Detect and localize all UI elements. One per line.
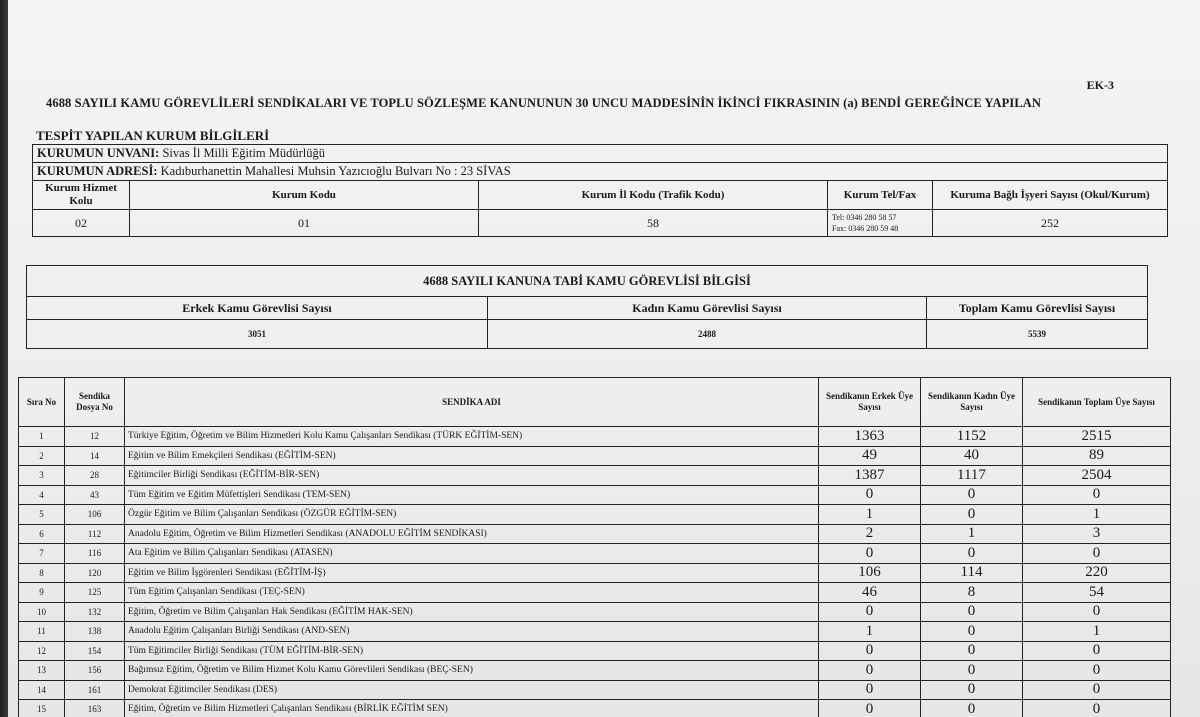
male-members-cell: 46 [819,583,921,603]
header-union-total: Sendikanın Toplam Üye Sayısı [1023,378,1171,427]
city-code-value: 58 [479,210,828,237]
female-members-cell: 0 [921,622,1023,642]
document-page [8,0,1200,717]
fax-value: Fax: 0346 280 59 48 [832,224,899,233]
total-members-cell: 1 [1023,505,1171,525]
row-number-cell: 11 [19,622,65,642]
file-number-cell: 120 [65,563,125,583]
female-members-cell: 0 [921,700,1023,717]
total-members-cell: 0 [1023,700,1171,717]
table-row [19,485,1171,505]
public-servant-title: 4688 SAYILI KANUNA TABİ KAMU GÖREVLİSİ BİLGİSİ [27,266,1148,297]
union-name-cell: Eğitim, Öğretim ve Bilim Hizmetleri Çalışanları Sendikası (BİRLİK EĞİTİM SEN) [125,700,819,717]
union-name-cell: Tüm Eğitim Çalışanları Sendikası (TEÇ-SEN) [125,583,819,603]
male-members-cell: 0 [819,661,921,681]
row-number-cell: 10 [19,602,65,622]
institution-info-section [32,127,1168,237]
male-members-cell: 49 [819,446,921,466]
table-row [19,641,1171,661]
institution-code-value: 01 [130,210,479,237]
table-row [19,446,1171,466]
table-row [19,700,1171,717]
total-members-cell: 54 [1023,583,1171,603]
total-members-cell: 1 [1023,622,1171,642]
row-number-cell: 1 [19,427,65,447]
header-male-count: Erkek Kamu Görevlisi Sayısı [27,297,488,320]
male-members-cell: 1 [819,622,921,642]
union-name-cell: Bağımsız Eğitim, Öğretim ve Bilim Hizmet Kolu Kamu Görevlileri Sendikası (BEÇ-SEN) [125,661,819,681]
public-servant-table [26,265,1148,349]
table-row [19,505,1171,525]
total-members-cell: 0 [1023,680,1171,700]
file-number-cell: 116 [65,544,125,564]
header-union-female: Sendikanın Kadın Üye Sayısı [921,378,1023,427]
institution-name-label: KURUMUN UNVANI: [37,146,160,160]
female-members-cell: 0 [921,485,1023,505]
institution-name-value: Sivas İl Milli Eğitim Müdürlüğü [162,146,325,160]
row-number-cell: 7 [19,544,65,564]
row-number-cell: 5 [19,505,65,525]
total-members-cell: 0 [1023,641,1171,661]
workplace-count-value: 252 [933,210,1168,237]
table-row [19,466,1171,486]
row-number-cell: 2 [19,446,65,466]
institution-codes-value-row [33,210,1168,237]
union-name-cell: Tüm Eğitim ve Eğitim Müfettişleri Sendikası (TEM-SEN) [125,485,819,505]
tel-fax-value [828,210,933,237]
header-union-name: SENDİKA ADI [125,378,819,427]
table-row [19,544,1171,564]
union-name-cell: Eğitim ve Bilim İşgörenleri Sendikası (EĞİTİM-İŞ) [125,563,819,583]
male-members-cell: 0 [819,641,921,661]
row-number-cell: 9 [19,583,65,603]
total-members-cell: 0 [1023,544,1171,564]
male-members-cell: 1387 [819,466,921,486]
union-name-cell: Anadolu Eğitim Çalışanları Birliği Sendikası (AND-SEN) [125,622,819,642]
female-members-cell: 0 [921,680,1023,700]
total-members-cell: 2504 [1023,466,1171,486]
header-total-count: Toplam Kamu Görevlisi Sayısı [927,297,1148,320]
file-number-cell: 163 [65,700,125,717]
female-members-cell: 0 [921,661,1023,681]
institution-codes-header-row [33,181,1168,210]
union-name-cell: Eğitim ve Bilim Emekçileri Sendikası (EĞİTİM-SEN) [125,446,819,466]
table-row [19,427,1171,447]
male-members-cell: 0 [819,680,921,700]
table-row [19,602,1171,622]
row-number-cell: 8 [19,563,65,583]
file-number-cell: 112 [65,524,125,544]
row-number-cell: 12 [19,641,65,661]
header-city-code: Kurum İl Kodu (Trafik Kodu) [479,181,828,210]
union-name-cell: Türkiye Eğitim, Öğretim ve Bilim Hizmetleri Kolu Kamu Çalışanları Sendikası (TÜRK EĞİTİM-SEN) [125,427,819,447]
table-row [19,524,1171,544]
male-members-cell: 0 [819,485,921,505]
table-row [19,680,1171,700]
file-number-cell: 161 [65,680,125,700]
institution-name-line [32,144,1168,162]
institution-info-title: TESPİT YAPILAN KURUM BİLGİLERİ [36,128,270,143]
male-members-cell: 1 [819,505,921,525]
female-members-cell: 0 [921,641,1023,661]
female-members-cell: 0 [921,602,1023,622]
file-number-cell: 154 [65,641,125,661]
female-members-cell: 8 [921,583,1023,603]
female-members-cell: 1 [921,524,1023,544]
header-institution-code: Kurum Kodu [130,181,479,210]
service-branch-value: 02 [33,210,130,237]
female-members-cell: 1152 [921,427,1023,447]
row-number-cell: 6 [19,524,65,544]
male-count-value: 3051 [27,320,488,349]
female-members-cell: 0 [921,505,1023,525]
institution-address-label: KURUMUN ADRESİ: [37,164,158,178]
total-members-cell: 3 [1023,524,1171,544]
row-number-cell: 4 [19,485,65,505]
header-service-branch: Kurum Hizmet Kolu [33,181,130,210]
union-membership-section [18,377,1170,717]
row-number-cell: 3 [19,466,65,486]
union-name-cell: Eğitimciler Birliği Sendikası (EĞİTİM-BİR-SEN) [125,466,819,486]
female-members-cell: 40 [921,446,1023,466]
header-union-male: Sendikanın Erkek Üye Sayısı [819,378,921,427]
file-number-cell: 14 [65,446,125,466]
public-servant-header-row [27,297,1148,320]
union-header-row [19,378,1171,427]
union-name-cell: Özgür Eğitim ve Bilim Çalışanları Sendikası (ÖZGÜR EĞİTİM-SEN) [125,505,819,525]
file-number-cell: 132 [65,602,125,622]
file-number-cell: 28 [65,466,125,486]
file-number-cell: 106 [65,505,125,525]
institution-codes-table [32,180,1168,237]
male-members-cell: 0 [819,544,921,564]
table-row [19,563,1171,583]
total-members-cell: 89 [1023,446,1171,466]
female-members-cell: 1117 [921,466,1023,486]
union-name-cell: Demokrat Eğitimciler Sendikası (DES) [125,680,819,700]
union-membership-table [18,377,1171,717]
male-members-cell: 0 [819,602,921,622]
header-workplace-count: Kuruma Bağlı İşyeri Sayısı (Okul/Kurum) [933,181,1168,210]
table-row [19,661,1171,681]
female-members-cell: 0 [921,544,1023,564]
file-number-cell: 43 [65,485,125,505]
female-count-value: 2488 [488,320,927,349]
row-number-cell: 13 [19,661,65,681]
table-row [19,622,1171,642]
table-row [19,583,1171,603]
institution-address-line [32,162,1168,180]
union-name-cell: Tüm Eğitimciler Birliği Sendikası (TÜM EĞİTİM-BİR-SEN) [125,641,819,661]
total-members-cell: 0 [1023,485,1171,505]
file-number-cell: 12 [65,427,125,447]
institution-address-value: Kadıburhanettin Mahallesi Muhsin Yazıcıoğlu Bulvarı No : 23 SİVAS [160,164,511,178]
header-row-number: Sıra No [19,378,65,427]
row-number-cell: 14 [19,680,65,700]
total-members-cell: 2515 [1023,427,1171,447]
header-tel-fax: Kurum Tel/Fax [828,181,933,210]
tel-value: Tel: 0346 280 58 57 [832,213,897,222]
annex-label: EK-3 [1086,78,1114,92]
female-members-cell: 114 [921,563,1023,583]
total-members-cell: 0 [1023,661,1171,681]
male-members-cell: 2 [819,524,921,544]
background-edge [0,0,8,717]
male-members-cell: 106 [819,563,921,583]
total-members-cell: 0 [1023,602,1171,622]
header-file-number: Sendika Dosya No [65,378,125,427]
public-servant-info-section [26,265,1148,349]
union-name-cell: Anadolu Eğitim, Öğretim ve Bilim Hizmetleri Sendikası (ANADOLU EĞİTİM SENDİKASI) [125,524,819,544]
file-number-cell: 138 [65,622,125,642]
union-name-cell: Eğitim, Öğretim ve Bilim Çalışanları Hak Sendikası (EĞİTİM HAK-SEN) [125,602,819,622]
row-number-cell: 15 [19,700,65,717]
total-count-value: 5539 [927,320,1148,349]
total-members-cell: 220 [1023,563,1171,583]
header-female-count: Kadın Kamu Görevlisi Sayısı [488,297,927,320]
public-servant-value-row [27,320,1148,349]
file-number-cell: 125 [65,583,125,603]
male-members-cell: 0 [819,700,921,717]
file-number-cell: 156 [65,661,125,681]
document-heading: 4688 SAYILI KAMU GÖREVLİLERİ SENDİKALARI VE TOPLU SÖZLEŞME KANUNUNUN 30 UNCU MADDESİNİN İKİNCİ FIKRASININ (a) BENDİ GEREĞİNCE YAPILAN [46,96,1042,110]
public-servant-title-row [27,266,1148,297]
union-name-cell: Ata Eğitim ve Bilim Çalışanları Sendikası (ATASEN) [125,544,819,564]
male-members-cell: 1363 [819,427,921,447]
